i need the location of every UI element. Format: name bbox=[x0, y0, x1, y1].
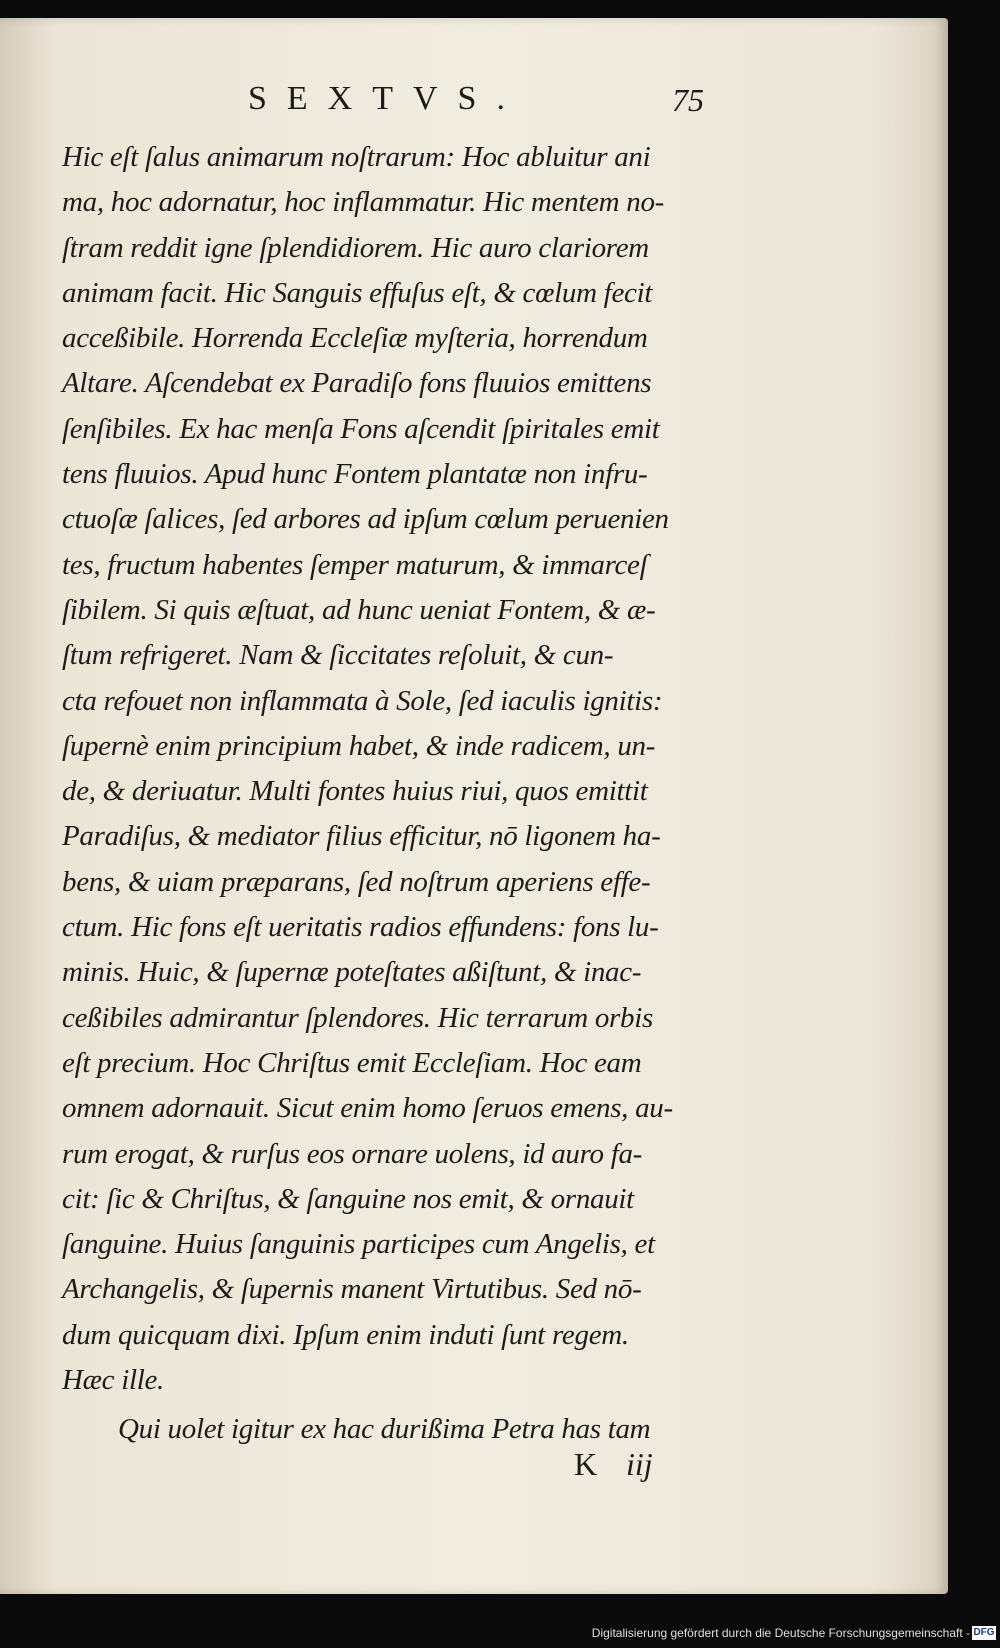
signature-letter: K bbox=[574, 1446, 598, 1482]
dfg-logo: DFG bbox=[973, 1627, 995, 1638]
text-line: acceßibile. Horrenda Eccleſiæ myſteria, horrendum bbox=[62, 322, 648, 355]
running-header bbox=[0, 80, 948, 130]
digitization-footer bbox=[0, 1622, 1000, 1648]
paragraph-start-line: Qui uolet igitur ex hac durißima Petra has tam bbox=[118, 1413, 651, 1446]
running-title: SEXTVS. bbox=[248, 80, 525, 117]
text-line: ſtram reddit igne ſplendidiorem. Hic auro clariorem bbox=[62, 231, 649, 264]
text-line: tens fluuios. Apud hunc Fontem plantatæ non infru- bbox=[62, 458, 648, 491]
text-line: ctum. Hic fons eſt ueritatis radios effundens: fons lu- bbox=[62, 911, 659, 944]
text-line: rum erogat, & rurſus eos ornare uolens, id auro fa- bbox=[62, 1137, 643, 1170]
text-line: ſibilem. Si quis æſtuat, ad hunc ueniat Fontem, & æ- bbox=[62, 593, 656, 626]
text-line: omnem adornauit. Sicut enim homo ſeruos emens, au- bbox=[62, 1092, 673, 1125]
text-line: de, & deriuatur. Multi fontes huius riui, quos emittit bbox=[62, 775, 648, 808]
body-text bbox=[62, 135, 782, 1453]
text-line: ſenſibiles. Ex hac menſa Fons aſcendit ſpiritales emit bbox=[62, 412, 660, 445]
text-line: Archangelis, & ſupernis manent Virtutibus. Sed nō- bbox=[62, 1273, 642, 1306]
book-page bbox=[0, 18, 948, 1594]
text-line: ceßibiles admirantur ſplendores. Hic terrarum orbis bbox=[62, 1001, 653, 1034]
text-line: dum quicquam dixi. Ipſum enim induti ſunt regem. bbox=[62, 1318, 629, 1351]
text-line: tes, fructum habentes ſemper maturum, & immarceſ bbox=[62, 548, 648, 581]
text-line: eſt precium. Hoc Chriſtus emit Eccleſiam. Hoc eam bbox=[62, 1046, 642, 1079]
text-line: Hæc ille. bbox=[62, 1364, 165, 1397]
text-line: cta refouet non inflammata à Sole, ſed iaculis ignitis: bbox=[62, 684, 663, 717]
text-line: ctuoſæ ſalices, ſed arbores ad ipſum cœlum peruenien bbox=[62, 503, 669, 536]
text-line: ſtum refrigeret. Nam & ſiccitates reſoluit, & cun- bbox=[62, 639, 614, 672]
signature-mark bbox=[574, 1446, 714, 1486]
text-line: Paradiſus, & mediator filius efficitur, nō ligonem ha- bbox=[62, 820, 661, 853]
text-line: Altare. Aſcendebat ex Paradiſo fons fluuios emittens bbox=[62, 367, 652, 400]
text-line: bens, & uiam præparans, ſed noſtrum aperiens effe- bbox=[62, 865, 651, 898]
text-line: ma, hoc adornatur, hoc inflammatur. Hic mentem no- bbox=[62, 186, 665, 219]
signature-numeral: iij bbox=[626, 1446, 653, 1482]
page-number: 75 bbox=[672, 82, 704, 118]
text-line: Hic eſt ſalus animarum noſtrarum: Hoc abluitur ani bbox=[62, 141, 651, 173]
text-line: ſupernè enim principium habet, & inde radicem, un- bbox=[62, 729, 656, 762]
text-line: ſanguine. Huius ſanguinis participes cum Angelis, et bbox=[62, 1228, 655, 1261]
funding-credit: Digitalisierung gefördert durch die Deutsche Forschungsgemeinschaft - bbox=[591, 1626, 970, 1640]
text-line: minis. Huic, & ſupernæ poteſtates aßiſtunt, & inac- bbox=[62, 956, 642, 989]
text-line: animam facit. Hic Sanguis effuſus eſt, & cœlum fecit bbox=[62, 276, 653, 309]
text-line: cit: ſic & Chriſtus, & ſanguine nos emit, & ornauit bbox=[62, 1182, 634, 1215]
